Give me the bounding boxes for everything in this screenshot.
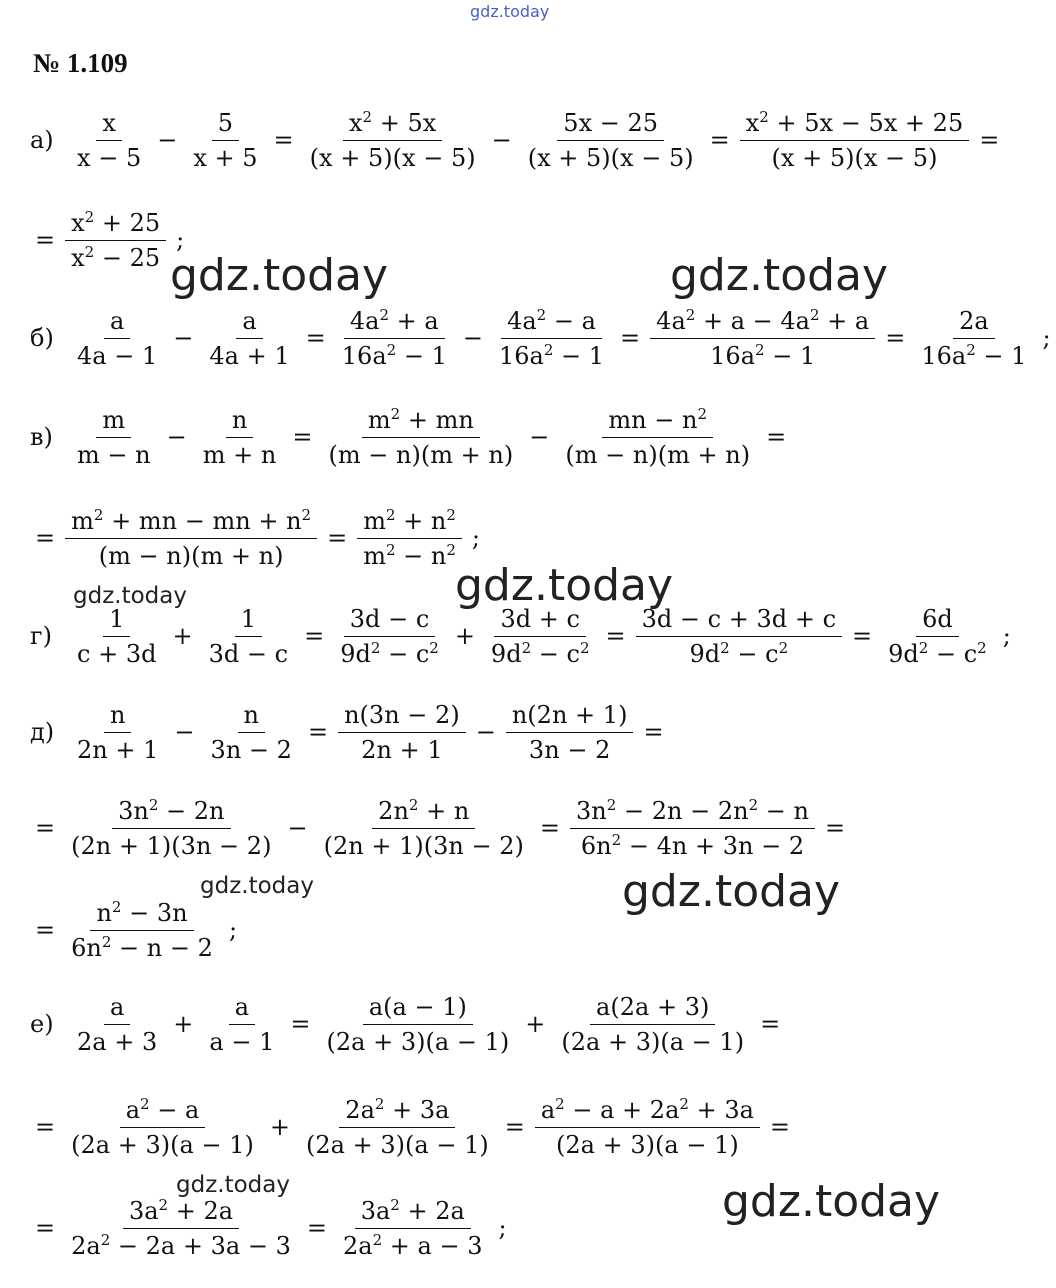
fraction <box>650 307 875 370</box>
operator: + <box>172 622 193 650</box>
numerator: 5x − 25 <box>557 109 664 141</box>
fraction <box>65 797 277 860</box>
fraction <box>535 1096 760 1159</box>
fraction <box>559 406 756 469</box>
operator: − <box>174 718 195 746</box>
numerator: n <box>238 701 265 733</box>
denominator: $2a^2 + a - 3$ <box>343 1230 483 1260</box>
watermark: gdz.today <box>670 250 889 301</box>
fraction <box>197 406 283 469</box>
numerator: a <box>104 307 130 339</box>
fraction <box>71 307 163 370</box>
numerator: $4a^2 - a$ <box>501 307 602 339</box>
denominator: (2a + 3)(a − 1) <box>326 1027 510 1056</box>
denominator: 2n + 1 <box>361 735 443 764</box>
operator: − <box>287 814 308 842</box>
denominator: $9d^2 - c^2$ <box>490 638 590 668</box>
operator: = <box>35 524 56 552</box>
denominator: (2a + 3)(a − 1) <box>71 1130 254 1159</box>
operator: − <box>157 126 178 154</box>
problem-label: г) <box>30 622 52 650</box>
problem-label: а) <box>30 126 54 154</box>
equation-line <box>30 195 189 285</box>
denominator: (2n + 1)(3n − 2) <box>71 831 272 860</box>
denominator: c + 3d <box>77 639 157 668</box>
watermark: gdz.today <box>170 250 389 301</box>
operator: = <box>306 1214 327 1242</box>
fraction <box>300 1096 495 1159</box>
watermark: gdz.today <box>176 1172 290 1198</box>
denominator: $9d^2 - c^2$ <box>888 638 987 668</box>
operator: − <box>166 423 187 451</box>
numerator: a <box>229 993 255 1025</box>
fraction <box>636 605 842 668</box>
numerator: 5 <box>212 109 239 141</box>
operator: − <box>491 126 512 154</box>
fraction <box>65 1197 297 1260</box>
problem-label: в) <box>30 423 53 451</box>
operator: ; <box>176 226 185 254</box>
denominator: 3n − 2 <box>528 735 611 764</box>
denominator: $16a^2 - 1$ <box>341 340 447 370</box>
operator: − <box>475 718 496 746</box>
numerator: n <box>104 701 131 733</box>
denominator: (m − n)(m + n) <box>98 541 284 570</box>
fraction <box>493 307 610 370</box>
numerator: $3a^2 + 2a$ <box>355 1197 471 1229</box>
fraction <box>304 109 482 172</box>
numerator: $m^2$ + mn <box>362 406 480 438</box>
exercise-title: № 1.109 <box>33 48 128 78</box>
denominator: m + n <box>202 440 277 469</box>
fraction <box>71 701 164 764</box>
fraction <box>337 1197 489 1260</box>
denominator: 3d − c <box>208 639 289 668</box>
denominator: $16a^2 - 1$ <box>710 340 816 370</box>
watermark: gdz.today <box>722 1176 941 1227</box>
fraction <box>555 993 750 1056</box>
numerator: $3n^2 - 2n$ <box>112 797 230 829</box>
watermark: gdz.today <box>73 583 187 609</box>
problem-label: е) <box>30 1010 54 1038</box>
equation-line <box>30 1082 795 1172</box>
fraction <box>334 605 445 668</box>
numerator: $4a^2 + a - 4a^2 + a$ <box>650 307 875 339</box>
operator: = <box>290 1010 311 1038</box>
fraction <box>65 507 317 570</box>
fraction <box>203 307 295 370</box>
numerator: 1 <box>235 605 262 637</box>
denominator: $x^2 - 25$ <box>71 242 161 272</box>
operator: + <box>454 622 475 650</box>
problem-label: д) <box>30 718 55 746</box>
numerator: $x^2 + 5x$ <box>343 109 442 141</box>
equation-line <box>30 783 850 873</box>
operator: − <box>173 324 194 352</box>
operator: = <box>304 622 325 650</box>
numerator: n(2n + 1) <box>506 701 634 733</box>
fraction <box>65 1096 260 1159</box>
fraction <box>336 307 453 370</box>
numerator: a <box>236 307 262 339</box>
denominator: m − n <box>77 440 151 469</box>
fraction <box>318 797 530 860</box>
operator: + <box>173 1010 194 1038</box>
denominator: (2a + 3)(a − 1) <box>561 1027 745 1056</box>
fraction <box>187 109 263 172</box>
operator: = <box>273 126 294 154</box>
numerator: 3d + c <box>494 605 586 637</box>
denominator: (2a + 3)(a − 1) <box>555 1130 739 1159</box>
numerator: 3d − c + 3d + c <box>636 605 842 637</box>
operator: + <box>525 1010 546 1038</box>
numerator: m <box>96 406 131 438</box>
numerator: $3a^2 + 2a$ <box>123 1197 239 1229</box>
fraction <box>205 701 298 764</box>
operator: = <box>852 622 873 650</box>
equation-line <box>30 687 669 777</box>
denominator: a − 1 <box>209 1027 275 1056</box>
denominator: $m^2 - n^2$ <box>363 540 456 570</box>
denominator: 4a + 1 <box>209 341 290 370</box>
denominator: (m − n)(m + n) <box>565 440 751 469</box>
operator: = <box>760 1010 781 1038</box>
fraction <box>522 109 700 172</box>
numerator: n <box>226 406 253 438</box>
fraction <box>357 507 462 570</box>
denominator: (m − n)(m + n) <box>328 440 514 469</box>
operator: = <box>35 1214 56 1242</box>
denominator: (x + 5)(x − 5) <box>309 143 476 172</box>
site-link[interactable]: gdz.today <box>470 2 550 21</box>
numerator: $4a^2 + a$ <box>344 307 445 339</box>
denominator: x + 5 <box>193 143 258 172</box>
denominator: $16a^2 - 1$ <box>498 340 605 370</box>
operator: = <box>35 814 56 842</box>
operator: + <box>269 1113 290 1141</box>
operator: = <box>35 916 56 944</box>
operator: = <box>643 718 664 746</box>
operator: = <box>885 324 906 352</box>
numerator: 2a <box>953 307 995 339</box>
operator: = <box>504 1113 525 1141</box>
equation-line <box>30 979 785 1069</box>
denominator: x − 5 <box>77 143 142 172</box>
fraction <box>71 109 147 172</box>
fraction <box>65 209 166 272</box>
fraction <box>71 993 163 1056</box>
denominator: (2n + 1)(3n − 2) <box>323 831 524 860</box>
denominator: $2a^2 - 2a + 3a - 3$ <box>71 1230 291 1260</box>
fraction <box>740 109 969 172</box>
operator: = <box>327 524 348 552</box>
fraction <box>915 307 1032 370</box>
operator: = <box>769 1113 791 1141</box>
numerator: n(3n − 2) <box>338 701 466 733</box>
operator: = <box>979 126 1000 154</box>
operator: = <box>292 423 313 451</box>
numerator: 6d <box>916 605 959 637</box>
numerator: mn − $n^2$ <box>602 406 713 438</box>
denominator: $6n^2 - 4n + 3n - 2$ <box>580 830 805 860</box>
numerator: $2n^2 + n$ <box>372 797 475 829</box>
problem-label: б) <box>30 324 54 352</box>
equation-line <box>30 493 485 583</box>
operator: = <box>307 718 329 746</box>
fraction <box>203 993 280 1056</box>
operator: ; <box>471 524 480 552</box>
operator: = <box>539 814 561 842</box>
operator: = <box>620 324 641 352</box>
numerator: x <box>96 109 122 141</box>
operator: ; <box>1042 324 1051 352</box>
operator: − <box>462 324 483 352</box>
numerator: $m^2$ + mn − mn + $n^2$ <box>65 507 317 539</box>
operator: = <box>766 423 787 451</box>
operator: − <box>529 423 550 451</box>
fraction <box>485 605 596 668</box>
denominator: $16a^2 - 1$ <box>921 340 1027 370</box>
numerator: $m^2 + n^2$ <box>357 507 462 539</box>
numerator: $n^2 - 3n$ <box>90 899 193 931</box>
denominator: $9d^2 - c^2$ <box>340 638 439 668</box>
numerator: $x^2 + 5x - 5x + 25$ <box>740 109 969 141</box>
fraction <box>882 605 993 668</box>
operator: = <box>35 226 56 254</box>
fraction <box>203 605 295 668</box>
numerator: a(2a + 3) <box>590 993 715 1025</box>
watermark: gdz.today <box>622 866 841 917</box>
numerator: $a^2 - a$ <box>120 1096 206 1128</box>
denominator: (x + 5)(x − 5) <box>527 143 694 172</box>
denominator: 3n − 2 <box>210 735 292 764</box>
operator: = <box>605 622 626 650</box>
operator: = <box>825 814 846 842</box>
denominator: 2n + 1 <box>77 735 159 764</box>
fraction <box>322 406 519 469</box>
fraction <box>570 797 815 860</box>
equation-line <box>30 95 1004 185</box>
fraction <box>65 899 219 962</box>
numerator: a(a − 1) <box>363 993 473 1025</box>
watermark: gdz.today <box>455 560 674 611</box>
operator: ; <box>498 1214 507 1242</box>
operator: = <box>709 126 730 154</box>
numerator: $2a^2 + 3a$ <box>339 1096 455 1128</box>
denominator: (x + 5)(x − 5) <box>771 143 938 172</box>
numerator: 1 <box>103 605 130 637</box>
equation-line <box>30 293 1056 383</box>
fraction <box>71 406 157 469</box>
fraction <box>71 605 163 668</box>
operator: ; <box>1002 622 1011 650</box>
fraction <box>320 993 515 1056</box>
operator: ; <box>228 916 238 944</box>
numerator: 3d − c <box>344 605 436 637</box>
denominator: $9d^2 - c^2$ <box>689 638 789 668</box>
numerator: $3n^2 - 2n - 2n^2 - n$ <box>570 797 815 829</box>
denominator: $6n^2 - n - 2$ <box>71 932 213 962</box>
fraction <box>338 701 466 764</box>
numerator: a <box>104 993 130 1025</box>
operator: = <box>305 324 326 352</box>
numerator: $a^2 - a + 2a^2 + 3a$ <box>535 1096 760 1128</box>
operator: = <box>35 1113 56 1141</box>
denominator: 4a − 1 <box>77 341 158 370</box>
denominator: (2a + 3)(a − 1) <box>305 1130 489 1159</box>
numerator: $x^2 + 25$ <box>65 209 166 241</box>
equation-line <box>30 392 791 482</box>
fraction <box>506 701 634 764</box>
denominator: 2a + 3 <box>77 1027 158 1056</box>
watermark: gdz.today <box>200 873 314 899</box>
